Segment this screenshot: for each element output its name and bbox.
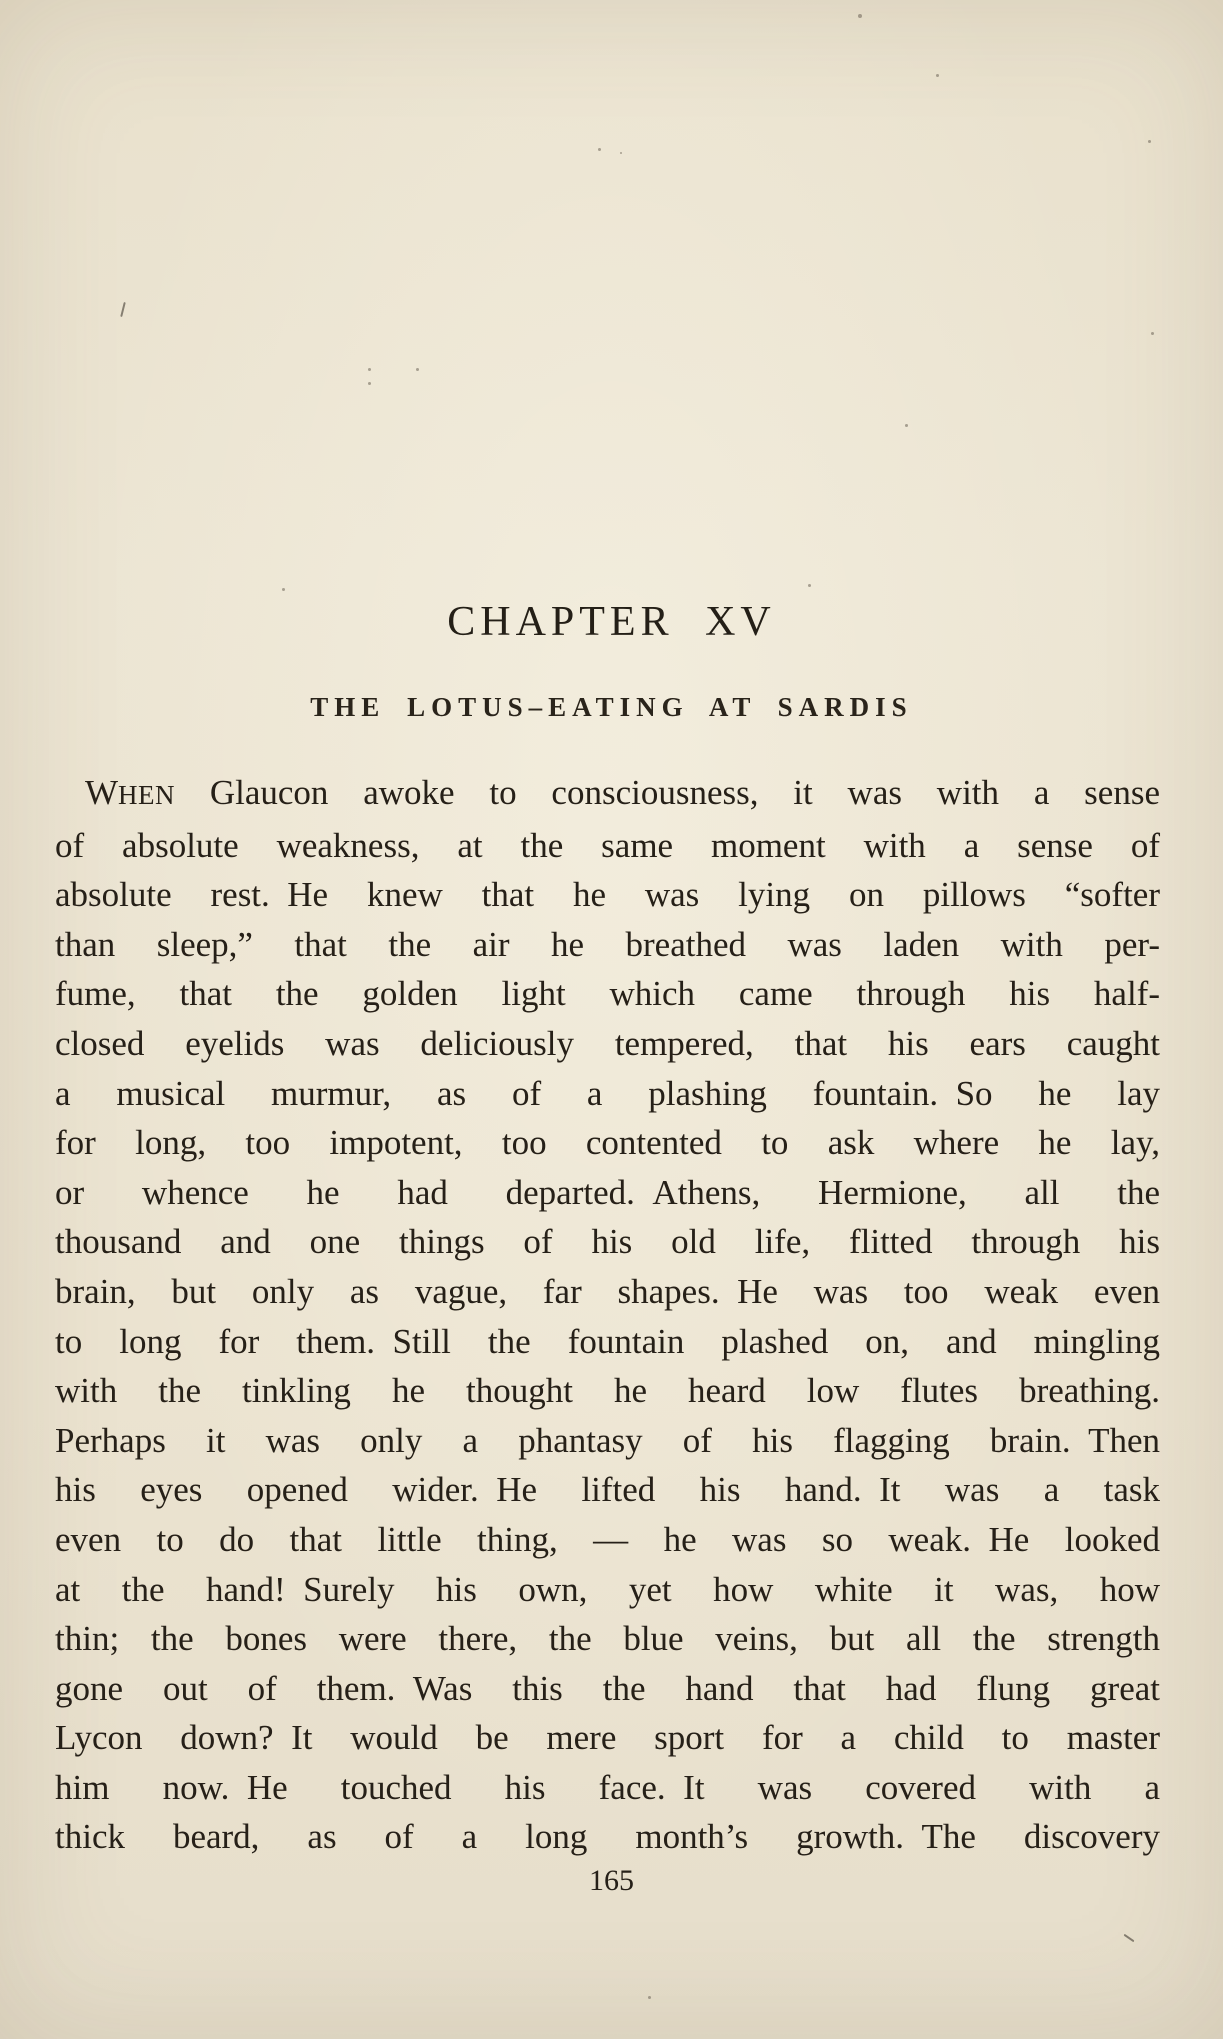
text-line: Lycon down? It would be mere sport for a child to master — [55, 1718, 1160, 1758]
scan-speck — [282, 588, 285, 591]
text-line: him now. He touched his face. It was covered with a — [55, 1767, 1160, 1807]
smallcaps-rest: HEN — [118, 780, 176, 810]
first-line-text: Glaucon awoke to consciousness, it was with a sense — [175, 773, 1160, 812]
text-line: than sleep,” that the air he breathed was laden with per- — [55, 924, 1160, 964]
scan-speck — [620, 152, 622, 154]
scan-speck — [648, 1996, 651, 1999]
text-line: gone out of them. Was this the hand that had flung great — [55, 1668, 1160, 1708]
scan-speck — [858, 14, 862, 18]
text-line: Perhaps it was only a phantasy of his flagging brain. Then — [55, 1420, 1160, 1460]
scan-speck — [416, 368, 419, 371]
text-line: thick beard, as of a long month’s growth. The discovery — [55, 1817, 1160, 1857]
scan-speck — [808, 584, 811, 587]
text-line: for long, too impotent, too contented to ask where he lay, — [55, 1123, 1160, 1163]
paragraph — [55, 768, 1160, 1862]
text-line: at the hand! Surely his own, yet how white it was, how — [55, 1569, 1160, 1609]
scan-speck — [598, 148, 601, 151]
text-line: thousand and one things of his old life, flitted through his — [55, 1222, 1160, 1262]
scan-speck-colon-top — [368, 368, 371, 371]
smallcaps-lead-letter: W — [85, 773, 119, 812]
text-line: with the tinkling he thought he heard low flutes breathing. — [55, 1371, 1160, 1411]
text-line: a musical murmur, as of a plashing fountain. So he lay — [55, 1073, 1160, 1113]
scan-mark-tick — [1124, 1934, 1135, 1943]
text-line: his eyes opened wider. He lifted his hand. It was a task — [55, 1470, 1160, 1510]
text-line: thin; the bones were there, the blue veins, but all the strength — [55, 1619, 1160, 1659]
text-line: absolute rest. He knew that he was lying on pillows “softer — [55, 875, 1160, 915]
scan-speck — [936, 74, 939, 77]
scan-speck — [1148, 140, 1151, 143]
scan-mark-slash — [120, 302, 126, 317]
text-line: brain, but only as vague, far shapes. He was too weak even — [55, 1271, 1160, 1311]
chapter-title: CHAPTER XV — [447, 599, 776, 645]
text-line: closed eyelids was deliciously tempered, that his ears caught — [55, 1023, 1160, 1063]
text-line: or whence he had departed. Athens, Hermione, all the — [55, 1172, 1160, 1212]
text-line: of absolute weakness, at the same moment with a sense of — [55, 825, 1160, 865]
page-number: 165 — [589, 1864, 634, 1897]
section-title: THE LOTUS–EATING AT SARDIS — [310, 692, 913, 722]
scan-speck — [1151, 332, 1154, 335]
scan-speck — [905, 424, 908, 427]
scan-speck-colon-bottom — [368, 382, 371, 385]
text-line: even to do that little thing, — he was so weak. He looked — [55, 1519, 1160, 1559]
text-line: to long for them. Still the fountain plashed on, and mingling — [55, 1321, 1160, 1361]
text-line: fume, that the golden light which came through his half- — [55, 974, 1160, 1014]
text-line-first — [55, 768, 1160, 821]
paragraph-lines — [55, 821, 1160, 1862]
